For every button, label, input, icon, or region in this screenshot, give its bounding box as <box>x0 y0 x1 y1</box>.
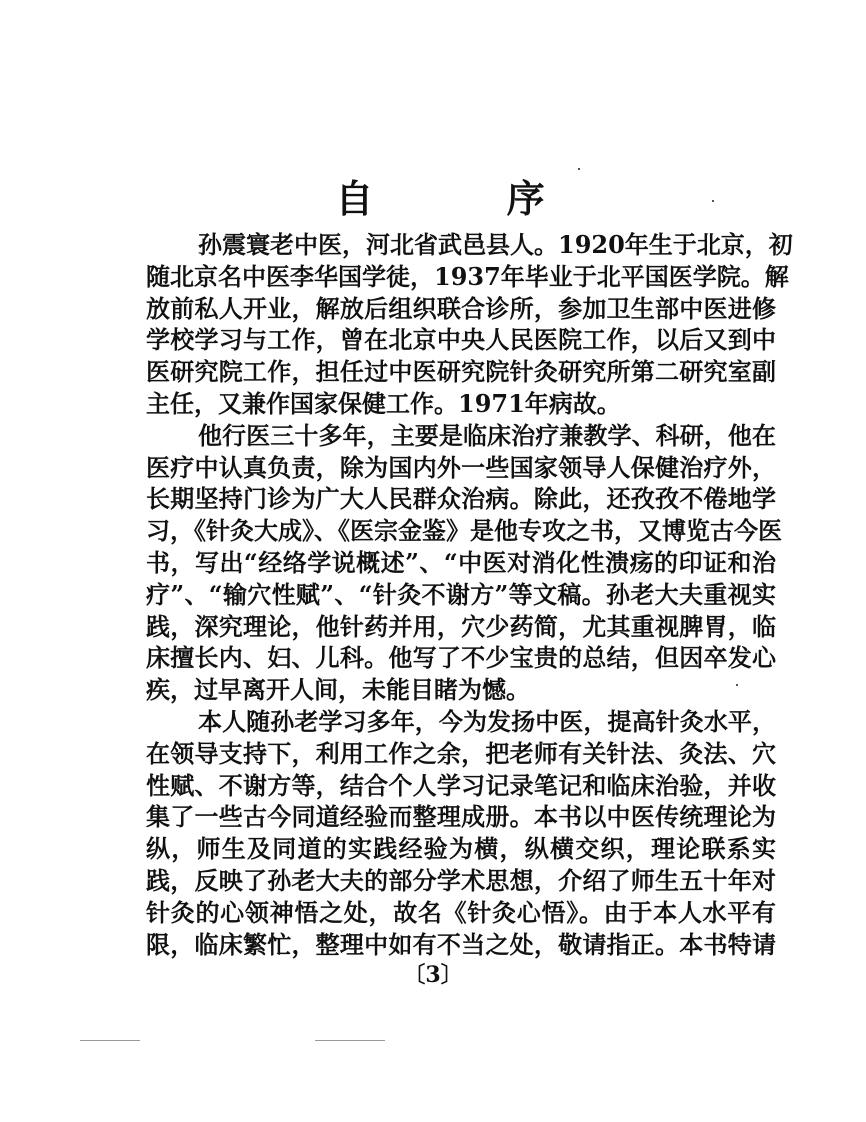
text-line: 他行医三十多年，主要是临床治疗兼教学、科研，他在 <box>198 421 776 450</box>
text-line: 学校学习与工作，曾在北京中央人民医院工作，以后又到中 <box>146 325 776 354</box>
text-line: 疗”、“输穴性赋”、“针灸不谢方”等文稿。孙老大夫重视实 <box>146 580 776 609</box>
text-line: 践，反映了孙老大夫的部分学术思想，介绍了师生五十年对 <box>146 866 776 895</box>
text-line: 医疗中认真负责，除为国内外一些国家领导人保健治疗外， <box>146 453 776 482</box>
text-line: 本人随孙老学习多年，今为发扬中医，提高针灸水平， <box>198 707 776 736</box>
scan-speck <box>712 200 714 202</box>
text-line: 放前私人开业，解放后组织联合诊所，参加卫生部中医进修 <box>146 294 776 323</box>
text-line: 限，临床繁忙，整理中如有不当之处，敬请指正。本书特请 <box>146 930 776 959</box>
text-line: 针灸的心领神悟之处，故名《针灸心悟》。由于本人水平有 <box>146 898 776 927</box>
text-line: 长期坚持门诊为广大人民群众治病。除此，还孜孜不倦地学 <box>146 484 776 513</box>
page-title: 自 序 <box>335 177 605 221</box>
scan-speck <box>80 1040 140 1041</box>
text-line: 书，写出“经络学说概述”、“中医对消化性溃疡的印证和治 <box>146 548 776 577</box>
text-line: 性赋、不谢方等，结合个人学习记录笔记和临床治验，并收 <box>146 771 776 800</box>
text-line: 纵，师生及同道的实践经验为横，纵横交织，理论联系实 <box>146 834 776 863</box>
text-line: 集了一些古今同道经验而整理成册。本书以中医传统理论为 <box>146 802 776 831</box>
text-line: 疾，过早离开人间，未能目睹为憾。 <box>146 675 530 704</box>
text-line: 在领导支持下，利用工作之余，把老师有关针法、灸法、穴 <box>146 739 776 768</box>
scan-speck <box>578 168 580 170</box>
text-line: 主任，又兼作国家保健工作。1971年病故。 <box>146 389 621 418</box>
page-number: 〔3〕 <box>403 962 463 988</box>
text-line: 床擅长内、妇、儿科。他写了不少宝贵的总结，但因卒发心 <box>146 643 776 672</box>
text-line: 医研究院工作，担任过中医研究院针灸研究所第二研究室副 <box>146 357 776 386</box>
text-line: 孙震寰老中医，河北省武邑县人。1920年生于北京，初 <box>198 230 793 259</box>
scan-speck <box>736 684 738 686</box>
text-line: 践，深究理论，他针药并用，穴少药简，尤其重视脾胃，临 <box>146 612 776 641</box>
text-line: 随北京名中医李华国学徒，1937年毕业于北平国医学院。解 <box>146 262 789 291</box>
scan-speck <box>315 1040 385 1041</box>
text-line: 习，《针灸大成》、《医宗金鉴》是他专攻之书，又博览古今医 <box>146 516 782 545</box>
